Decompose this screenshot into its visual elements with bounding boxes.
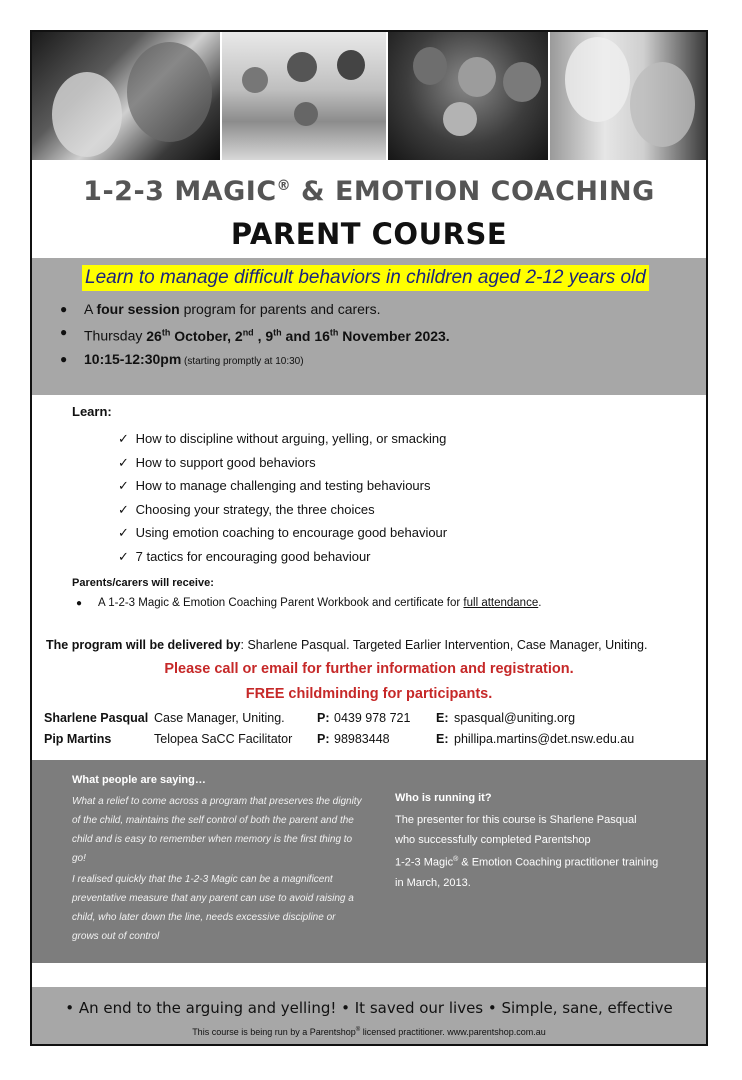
receive-item: ● A 1-2-3 Magic & Emotion Coaching Parent Workbook and certificate for full attendance. [76,597,542,609]
testimonial-quote: I realised quickly that the 1-2-3 Magic can be a magnificent preventative measure that any parent can use to avoid raising a child, who later down the line, needs excessive discipline or grows out of control [72,874,354,942]
list-item: ✓ How to support good behaviors [118,451,447,475]
list-item: ✓ Choosing your strategy, the three choices [118,498,447,522]
details-list [60,298,450,373]
check-icon: ✓ [118,454,129,470]
delivery-info: The program will be delivered by: Sharlene Pasqual. Targeted Earlier Intervention, Case Manager, Uniting. [46,638,648,652]
list-item: ✓ 7 tactics for encouraging good behaviour [118,545,447,569]
call-to-action: Please call or email for further information and registration. [164,661,574,677]
flyer-frame [30,30,708,1046]
runner-heading: Who is running it? [395,792,492,804]
photo-family-group [388,32,550,160]
testimonial-quote: What a relief to come across a program that preserves the dignity of the child, maintains the self control of both the parent and the child and is easy to remember when memory is the first thing to go! [72,796,362,864]
list-item: ● Thursday 26th October, 2nd , 9th and 16th November 2023. [60,325,450,344]
contact-row: Pip Martins Telopea SaCC Facilitator P: 98983448 E: phillipa.martins@det.nsw.edu.au [44,732,635,746]
learn-heading: Learn: [72,404,112,419]
course-subtitle: PARENT COURSE [230,217,508,251]
photo-child-with-father [32,32,222,160]
runner-text: The presenter for this course is Sharlene Pasqual who successfully completed Parentshop 1-2-3 Magic® & Emotion Coaching practitioner training in March, 2013. [395,814,659,889]
receive-heading: Parents/carers will receive: [72,577,214,589]
list-item: ✓ Using emotion coaching to encourage good behaviour [118,521,447,545]
childminding-notice: FREE childminding for participants. [245,686,493,702]
photo-mother-and-son [550,32,706,160]
learn-list [118,427,447,568]
footer-panel [32,987,706,1046]
list-item: ✓ How to manage challenging and testing behaviours [118,474,447,498]
footer-note: This course is being run by a Parentshop® licensed practitioner. www.parentshop.com.au [192,1027,546,1037]
email-link[interactable]: spasqual@uniting.org [454,711,576,725]
slogan: • An end to the arguing and yelling! • It saved our lives • Simple, sane, effective [65,999,673,1017]
details-panel [32,258,706,395]
check-icon: ✓ [118,525,129,540]
contacts-table [44,711,704,753]
list-item: ● 10:15-12:30pm (starting promptly at 10:30) [60,350,304,367]
list-item: ✓ How to discipline without arguing, yelling, or smacking [118,427,447,451]
contact-row: Sharlene Pasqual Case Manager, Uniting. P: 0439 978 721 E: spasqual@uniting.org [44,711,576,725]
course-title: 1-2-3 MAGIC® & EMOTION COACHING [83,176,655,207]
photo-strip [32,32,706,160]
testimonials-heading: What people are saying… [72,774,206,786]
check-icon: ✓ [118,548,129,564]
check-icon: ✓ [118,501,129,517]
check-icon: ✓ [118,431,129,446]
email-link[interactable]: phillipa.martins@det.nsw.edu.au [454,732,635,746]
testimonials-panel [32,760,706,963]
tagline: Learn to manage difficult behaviors in children aged 2-12 years old [82,265,649,291]
photo-family-beach [222,32,388,160]
check-icon: ✓ [118,478,129,493]
list-item: ● A four session program for parents and carers. [60,301,381,317]
